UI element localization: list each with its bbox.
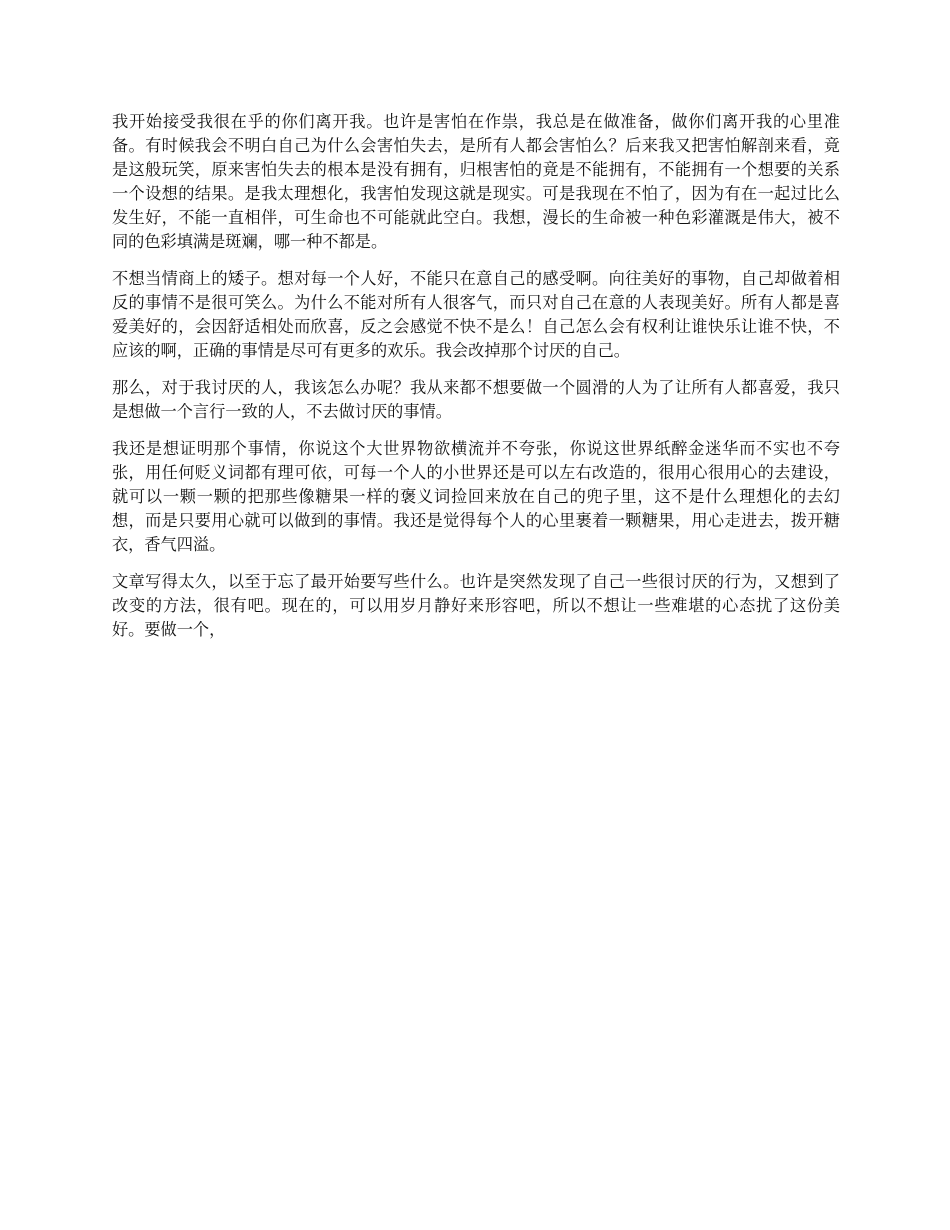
document-body bbox=[112, 110, 840, 655]
paragraph-2: 不想当情商上的矮子。想对每一个人好，不能只在意自己的感受啊。向往美好的事物，自己却做着相反的事情不是很可笑么。为什么不能对所有人很客气，而只对自己在意的人表现美好。所有人都是喜爱美好的，会因舒适相处而欣喜，反之会感觉不快不是么！自己怎么会有权利让谁快乐让谁不快，不应该的啊，正确的事情是尽可有更多的欢乐。我会改掉那个讨厌的自己。 bbox=[112, 269, 840, 360]
paragraph-5: 文章写得太久，以至于忘了最开始要写些什么。也许是突然发现了自己一些很讨厌的行为，又想到了改变的方法，很有吧。现在的，可以用岁月静好来形容吧，所以不想让一些难堪的心态扰了这份美好。要做一个， bbox=[112, 572, 840, 639]
paragraph-1: 我开始接受我很在乎的你们离开我。也许是害怕在作祟，我总是在做准备，做你们离开我的心里准备。有时候我会不明白自己为什么会害怕失去，是所有人都会害怕么？后来我又把害怕解剖来看，竟是这般玩笑，原来害怕失去的根本是没有拥有，归根害怕的竟是不能拥有，不能拥有一个想要的关系一个设想的结果。是我太理想化，我害怕发现这就是现实。可是我现在不怕了，因为有在一起过比么发生好，不能一直相伴，可生命也不可能就此空白。我想，漫长的生命被一种色彩灌溉是伟大，被不同的色彩填满是斑斓，哪一种不都是。 bbox=[112, 112, 840, 251]
paragraph-3: 那么，对于我讨厌的人，我该怎么办呢？我从来都不想要做一个圆滑的人为了让所有人都喜爱，我只是想做一个言行一致的人，不去做讨厌的事情。 bbox=[112, 378, 840, 421]
paragraph-4: 我还是想证明那个事情，你说这个大世界物欲横流并不夸张，你说这世界纸醉金迷华而不实也不夸张，用任何贬义词都有理可依，可每一个人的小世界还是可以左右改造的，很用心很用心的去建设，就可以一颗一颗的把那些像糖果一样的褒义词捡回来放在自己的兜子里，这不是什么理想化的去幻想，而是只要用心就可以做到的事情。我还是觉得每个人的心里裹着一颗糖果，用心走进去，拨开糖衣，香气四溢。 bbox=[112, 439, 840, 554]
